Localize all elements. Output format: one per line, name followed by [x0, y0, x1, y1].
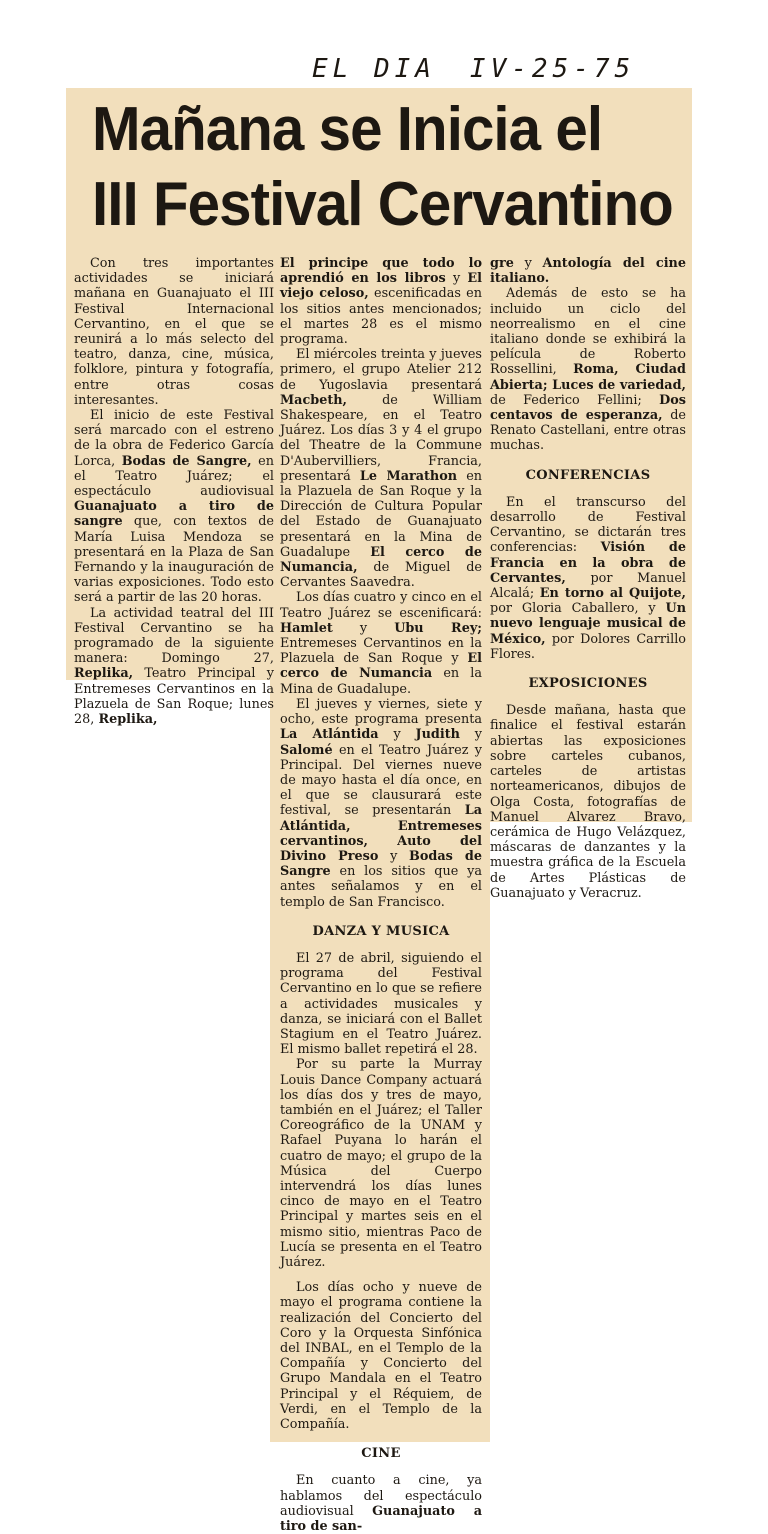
paragraph [74, 606, 274, 728]
text: en la Plazuela de San Roque y la Dirección de Cultura Popular del Estado de Guanajuato presentará en la Mina de Guadalupe [280, 468, 483, 560]
text: Los días cuatro y cinco en el Teatro Juárez se escenificará: [280, 590, 482, 621]
paragraph [280, 590, 482, 696]
paragraph [280, 1280, 482, 1432]
text: por Manuel Alcalá; [490, 570, 686, 602]
text: Los días ocho y nueve de mayo el programa contiene la realización del Concierto del Coro y la Orquesta Sinfónica del INBAL, en el Templo de la Compañía y Concierto del Grupo Mandala en el Teatro Principal y el Réquiem, de Verdi, en el Templo de la Compañía. [280, 1280, 482, 1433]
text: por Gloria Caballero, y [490, 601, 656, 617]
paragraph [280, 1473, 482, 1534]
work-title: Bodas de Sangre [280, 848, 482, 880]
work-title: Antología del cine italiano. [490, 256, 686, 287]
paragraph [490, 703, 686, 901]
work-title: Le Marathon [359, 468, 458, 484]
text: en el Teatro Juárez; el espectáculo audiovisual [74, 453, 274, 500]
text: En cuanto a cine, ya hablamos del espectáculo audiovisual [280, 1473, 482, 1519]
work-title: El cerco de Numancia, [280, 544, 482, 576]
text: de Miguel de Cervantes Saavedra. [280, 560, 482, 591]
text: de Renato Castellani, entre otras muchas. [490, 408, 686, 454]
work-title: Guanajuato a tiro de san- [280, 1503, 482, 1534]
paragraph [280, 951, 482, 1057]
section-heading-danza: DANZA Y MUSICA [312, 923, 450, 939]
publication-name: EL DIA [312, 54, 436, 84]
text: en la Mina de Guadalupe. [280, 666, 482, 697]
text: escenificadas en los sitios antes mencionados; el martes 28 es el mismo programa. [280, 286, 483, 348]
text: El 27 de abril, siguiendo el programa del Festival Cervantino en lo que se refiere a actividades musicales y danza, se iniciará con el Ballet Stagium en el Teatro Juárez. El mismo ballet repetirá el 28. [280, 950, 482, 1058]
text: El miércoles treinta y jueves primero, el grupo Atelier 212 de Yugoslavia presentará [280, 347, 482, 393]
section-heading-exposiciones: EXPOSICIONES [528, 676, 648, 692]
text: y [524, 256, 532, 271]
article-column-3 [490, 256, 686, 901]
work-title: El viejo celoso, [280, 271, 482, 302]
text: y [474, 727, 482, 743]
work-title: Hamlet [280, 620, 333, 636]
work-title: Guanajuato a tiro de sangre [74, 499, 274, 530]
article-column-1 [74, 256, 274, 727]
paragraph [74, 256, 274, 408]
work-title: Ubu Rey; [394, 620, 482, 636]
text: Teatro Principal y Entremeses Cervantinos en la Plazuela de San Roque; lunes 28, [74, 666, 275, 728]
headline [92, 92, 673, 242]
section-heading-cine: CINE [361, 1446, 401, 1462]
text: por Dolores Carrillo Flores. [490, 631, 686, 662]
work-title: Replika, [98, 712, 158, 728]
work-title: Bodas de Sangre, [121, 453, 252, 469]
text: que, con textos de María Luisa Mendoza se presentará en la Plaza de San Fernando y la inauguración de varias exposiciones. Todo esto será a partir de las 20 horas. [74, 514, 274, 606]
text: Con tres importantes actividades se iniciará mañana en Guanajuato el III Festival Internacional Cervantino, en el que se reunirá a lo más selecto del teatro, danza, cine, música, folklore, pintura y fotografía, entre otras cosas interesantes. [74, 256, 274, 408]
work-title: Roma, Ciudad Abierta; Luces de variedad, [490, 362, 686, 393]
paragraph [280, 256, 482, 347]
text: La actividad teatral del III Festival Cervantino se ha programado de la siguiente manera: Domingo 27, [74, 605, 274, 667]
work-title: Replika, [74, 666, 134, 682]
headline-line-1: Mañana se Inicia el [92, 95, 603, 164]
text: El jueves y viernes, siete y ocho, este programa presenta [280, 696, 482, 728]
section-heading-conferencias: CONFERENCIAS [525, 467, 651, 483]
headline-line-2: III Festival Cervantino [92, 170, 673, 239]
paragraph [490, 286, 686, 453]
text: y [452, 271, 461, 287]
paragraph [74, 408, 274, 606]
work-title: El cerco de Numancia [280, 651, 482, 682]
lecture-title: Visión de Francia en la obra de Cervantes, [490, 540, 686, 586]
text: de Federico Fellini; [490, 392, 642, 408]
text: Además de esto se ha incluido un ciclo del neorrealismo en el cine italiano donde se exhibirá la película de Roberto Rossellini, [490, 286, 686, 378]
paragraph [280, 347, 482, 590]
lecture-title: En torno al Quijote, [539, 586, 686, 602]
paragraph [490, 495, 686, 662]
work-title: gre [490, 256, 514, 271]
article-column-2 [280, 256, 482, 1534]
work-title: Judith [415, 727, 460, 743]
lecture-title: Un nuevo lenguaje musical de México, [490, 601, 686, 647]
text: y [390, 848, 398, 864]
text: Desde mañana, hasta que finalice el festival estarán abiertas las exposiciones sobre carteles cubanos, carteles de artistas norteamericanos, dibujos de Olga Costa, fotografías de Manuel Alvarez Bravo, cerámica de Hugo Velázquez, máscaras de danzantes y la muestra gráfica de la Escuela de Artes Plásticas de Guanajuato y Veracruz. [490, 703, 686, 901]
text: Por su parte la Murray Louis Dance Company actuará los días dos y tres de mayo, también en el Juárez; el Taller Coreográfico de la UNAM y Rafael Puyana lo harán el cuatro de mayo; el grupo de la Música del Cuerpo intervendrá los días lunes cinco de mayo en el Teatro Principal y martes seis en el mismo sitio, mientras Paco de Lucía se presenta en el Teatro Juárez. [280, 1057, 482, 1270]
publication-date: IV-25-75 [469, 54, 636, 84]
text: de William Shakespeare, en el Teatro Juárez. Los días 3 y 4 el grupo del Theatre de la Commune D'Aubervilliers, Francia, presentará [280, 392, 482, 484]
work-title: Macbeth, [280, 392, 348, 408]
paragraph [280, 1057, 482, 1270]
text: En el transcurso del desarrollo de Festival Cervantino, se dictarán tres conferencias: [490, 494, 686, 556]
work-title: El principe que todo lo aprendió en los libros [280, 256, 482, 287]
work-title: La Atlántida, Entremeses cervantinos, Auto del Divino Preso [280, 803, 482, 864]
text: en el Teatro Juárez y Principal. Del viernes nueve de mayo hasta el día once, en el que se clausurará este festival, se presentarán [280, 742, 482, 819]
text: y [359, 620, 368, 636]
text: Entremeses Cervantinos en la Plazuela de San Roque y [280, 636, 482, 667]
text: El inicio de este Festival será marcado con el estreno de la obra de Federico García Lorca, [74, 408, 274, 469]
work-title: La Atlántida [280, 727, 379, 743]
paragraph [490, 256, 686, 286]
handwritten-annotation [312, 54, 636, 88]
text: en los sitios que ya antes señalamos y en el templo de San Francisco. [280, 864, 482, 910]
text: y [393, 727, 401, 743]
work-title: Salomé [280, 742, 333, 758]
paragraph [280, 697, 482, 910]
work-title: Dos centavos de esperanza, [490, 392, 686, 424]
